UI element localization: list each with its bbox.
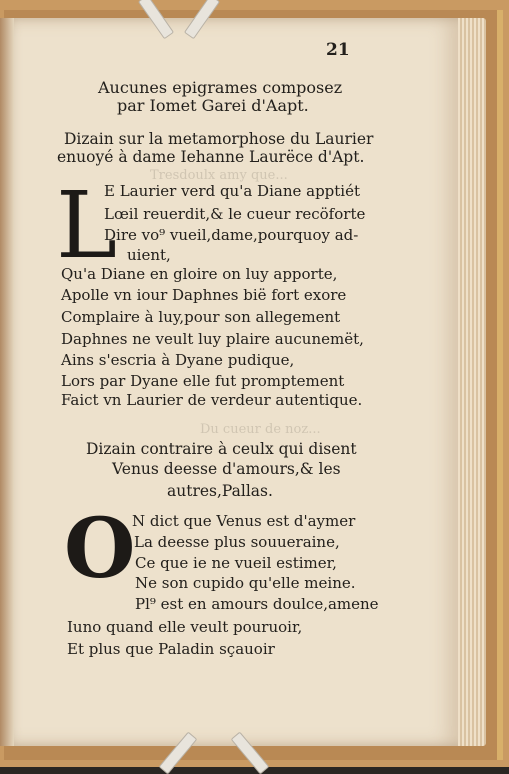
drop-cap-O: O <box>64 501 136 597</box>
drop-cap-L: L <box>56 172 118 279</box>
dizain1-heading-line-2: enuoyé à dame Iehanne Laurëce d'Apt. <box>57 148 365 166</box>
dizain2-line: Ce que ie ne vueil estimer, <box>135 554 337 572</box>
dizain1-line: Apolle vn iour Daphnes bië fort exore <box>61 286 347 304</box>
page-gutter <box>0 18 14 746</box>
dizain1-line: Ains s'escria à Dyane pudique, <box>61 351 295 369</box>
dizain2-line: La deesse plus souueraine, <box>134 533 340 551</box>
dizain1-line: Complaire à luy,pour son allegement <box>61 308 341 326</box>
dizain1-line: Daphnes ne veult luy plaire aucunemët, <box>61 330 364 348</box>
dizain1-line: Faict vn Laurier de verdeur autentique. <box>61 391 363 409</box>
dizain1-line: Qu'a Diane en gloire on luy apporte, <box>61 265 338 283</box>
title-line-2: par Iomet Garei d'Aapt. <box>117 96 309 115</box>
dizain2-line: Ne son cupido qu'elle meine. <box>135 574 356 592</box>
dizain1-line: E Laurier verd qu'a Diane apptiét <box>104 182 361 200</box>
dizain2-line: Iuno quand elle veult pouruoir, <box>67 618 303 636</box>
dizain2-heading-line-3: autres,Pallas. <box>167 482 273 500</box>
dizain2-line: Et plus que Paladin sçauoir <box>67 640 275 658</box>
show-through-text: Du cueur de noz... <box>200 422 321 437</box>
dizain1-line: Dire vo⁹ vueil,dame,pourquoy ad- <box>104 226 359 244</box>
dizain1-line: Lors par Dyane elle fut promptement <box>61 372 345 390</box>
dizain1-line: Lœil reuerdit,& le cueur recöforte <box>104 205 366 223</box>
folio-number: 21 <box>326 40 350 60</box>
dizain2-line: N dict que Venus est d'aymer <box>132 512 356 530</box>
show-through-text: Tresdoulx amy que... <box>150 168 288 183</box>
dizain1-line: uient, <box>127 246 171 264</box>
dizain2-heading-line-2: Venus deesse d'amours,& les <box>112 460 341 478</box>
dizain2-heading-line-1: Dizain contraire à ceulx qui disent <box>86 440 357 458</box>
title-line-1: Aucunes epigrames composez <box>98 78 343 97</box>
dizain2-line: Pl⁹ est en amours doulce,amene <box>135 595 379 613</box>
dizain1-heading-line-1: Dizain sur la metamorphose du Laurier <box>64 130 374 148</box>
